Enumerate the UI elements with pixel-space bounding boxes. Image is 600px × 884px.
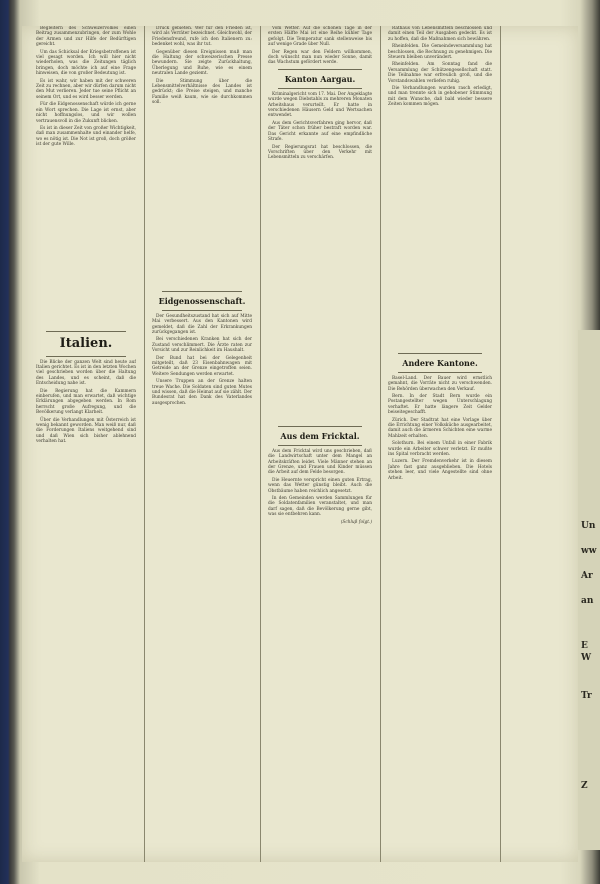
heading-kanton-aargau: Kanton Aargau. — [284, 73, 356, 84]
paragraph: Der Regierungsrat hat beschlossen, die Vorschriften über den Verkehr mit Lebensmitteln zu verschärfen. — [268, 144, 372, 161]
paragraph: Es ist in dieser Zeit von großer Wichtigkeit, daß man zusammenhalte und einander helfe, wo es nötig ist. Die Not ist groß, doch größer ist der gute Wille. — [36, 125, 136, 148]
dense-text-filler — [388, 110, 492, 350]
paragraph: Die Regierung hat die Kammern einberufen, und man erwartet, daß wichtige Erklärungen abgegeben werden. In Rom herrscht große Aufregung, und die Bevölkerung verlangt Klarheit. — [36, 388, 136, 416]
section-divider — [162, 310, 242, 311]
paragraph: Druck gebieten. Wer für den Frieden ist, wird als Verräter bezeichnet. Gleichwohl, der Friedensfreund, rufe ich den Italienern zu: bedenket wohl, was ihr tut. — [152, 26, 252, 48]
next-page-edge — [578, 330, 600, 850]
edge-fragment: Un — [581, 521, 596, 531]
paragraph: Begleitern des Schweizervolkes einen Beitrag zusammenzubringen, der zum Wohle der Armen und zur Hilfe der Bedürftigen gereicht. — [36, 26, 136, 48]
column-1 — [36, 26, 136, 862]
dense-text-filler — [152, 108, 252, 288]
paragraph: In den Gemeinden werden Sammlungen für die Soldatenfamilien veranstaltet, und man darf sagen, daß die Bevölkerung gerne gibt, was sie entbehren kann. — [268, 495, 372, 518]
paragraph: Der Bund hat bei der Gelegenheit mitgeteilt, daß 23 Eisenbahnwagen mit Getreide an der Grenze eingetroffen seien. Weitere Sendungen werden erwartet. — [152, 355, 252, 377]
paragraph: Bern. In der Stadt Bern wurde ein Postangestellter wegen Unterschlagung verhaftet. Er hatte längere Zeit Gelder beiseitegeschafft. — [388, 393, 492, 416]
section-divider — [398, 372, 482, 373]
paragraph: Kriminalgericht vom 17. Mai. Der Angeklagte wurde wegen Diebstahls zu mehreren Monaten Arbeitshaus verurteilt. Er hatte in verschiedenen Häusern Geld und Wertsachen entwendet. — [268, 91, 372, 119]
paragraph: Zürich. Der Stadtrat hat eine Vorlage über die Errichtung einer Volksküche ausgearbeitet, damit auch die ärmeren Schichten eine warme Mahlzeit erhalten. — [388, 417, 492, 439]
section-divider — [278, 88, 362, 89]
paragraph: Rathaus von Lebensmitteln beschlossen und damit einen Teil der Ausgaben gedeckt. Es ist zu hoffen, daß die Maßnahmen sich bewähren. — [388, 26, 492, 42]
paragraph: Gegenüber diesen Ereignissen muß man die Haltung der schweizerischen Presse bewundern. Sie zeigte Zurückhaltung, Überlegung und Ruhe, wie es einem neutralen Lande geziemt. — [152, 49, 252, 77]
dense-text-filler — [36, 150, 136, 328]
paragraph: Aus dem Fricktal wird uns geschrieben, daß die Landwirtschaft unter dem Mangel an Arbeitskräften leidet. Viele Männer stehen an der Grenze, und Frauen und Kinder müssen die Arbeit auf dem Felde besorgen. — [268, 448, 372, 476]
edge-fragment: Tr — [581, 691, 592, 701]
column-rule — [500, 26, 501, 862]
edge-fragment: ww — [581, 546, 597, 556]
paragraph: Der Regen war den Feldern willkommen, doch wünscht man nun wieder Sonne, damit das Wachstum gefördert werde. — [268, 49, 372, 66]
section-divider — [398, 353, 482, 354]
paragraph: Luzern. Der Fremdenverkehr ist in diesem Jahre fast ganz ausgeblieben. Die Hotels stehen leer, und viele Angestellte sind ohne Arbeit. — [388, 459, 492, 481]
paragraph: Der Gesundheitszustand hat sich auf Mitte Mai verbessert. Aus den Kantonen wird gemeldet, daß die Zahl der Erkrankungen zurückgegangen ist. — [152, 313, 252, 335]
column-3 — [268, 26, 372, 862]
continuation-note: (Schluß folgt.) — [340, 519, 372, 525]
paragraph: Solothurn. Bei einem Unfall in einer Fabrik wurde ein Arbeiter schwer verletzt. Er mußte ins Spital verbracht werden. — [388, 441, 492, 457]
section-divider — [278, 69, 362, 70]
section-divider — [162, 291, 242, 292]
edge-fragment: an — [581, 596, 594, 606]
edge-fragment: Ar — [581, 571, 593, 581]
column-rule — [380, 26, 381, 862]
paragraph: Rheinfelden. Die Gemeindeversammlung hat beschlossen, die Rechnung zu genehmigen. Die Steuern bleiben unverändert. — [388, 44, 492, 61]
paragraph: Es ist wahr, wir haben mit der schweren Zeit zu rechnen, aber wir dürfen darum nicht den Mut verlieren. Jeder tue seine Pflicht an seinem Ort, und es wird besser werden. — [36, 78, 136, 100]
edge-fragment: Z — [581, 781, 588, 791]
heading-andere-kantone: Andere Kantone. — [402, 357, 478, 368]
column-rule — [144, 26, 145, 862]
section-divider — [278, 426, 362, 427]
paragraph: Vom Wetter. Auf die schönen Tage in der ersten Hälfte Mai ist eine Reihe kühler Tage gefolgt. Die Temperatur sank stellenweise bis auf wenige Grade über Null. — [268, 26, 372, 48]
paragraph: Die Verhandlungen wurden rasch erledigt, und man trennte sich in gehobener Stimmung mit dem Wunsche, daß bald wieder bessere Zeiten kommen mögen. — [388, 86, 492, 108]
paragraph: Basel-Land. Der Bauer wird ernstlich gemahnt, die Vorräte nicht zu verschwenden. Die Behörden überwachen den Verkauf. — [388, 375, 492, 392]
paragraph: Um das Schicksal der Kriegsbetroffenen ist viel gesagt worden. Ich will hier nicht wiederholen, was die Zeitungen täglich bringen, doch möchte ich auf eine Frage hinweisen, die von großer Bedeutung ist. — [36, 49, 136, 77]
section-divider — [46, 356, 126, 357]
paragraph: Aus dem Gerichtsverfahren ging hervor, daß der Täter schon früher bestraft worden war. Das Gericht erkannte auf eine empfindliche Strafe. — [268, 120, 372, 143]
paragraph: Bei verschiedenen Kranken hat sich der Zustand verschlimmert. Die Ärzte raten zur Vorsicht und zur Reinlichkeit im Haushalt. — [152, 337, 252, 354]
paragraph: Unsere Truppen an der Grenze halten treue Wache. Die Soldaten sind guten Mutes und wissen, daß die Heimat auf sie zählt. Der Bundesrat hat den Dank des Vaterlandes ausgesprochen. — [152, 379, 252, 406]
heading-aus-dem-fricktal: Aus dem Fricktal. — [280, 430, 360, 441]
section-divider — [278, 445, 362, 446]
paragraph: Rheinfelden. Am Sonntag fand die Versammlung der Schützengesellschaft statt. Die Teilnahme war erfreulich groß, und die Vorstandswahlen verliefen ruhig. — [388, 62, 492, 84]
paragraph: Für die Eidgenossenschaft würde ich gerne ein Wort sprechen. Die Lage ist ernst, aber nicht hoffnungslos, und wir wollen vertrauensvoll in die Zukunft blicken. — [36, 102, 136, 124]
heading-italien: Italien. — [59, 335, 113, 351]
heading-eidgenossenschaft: Eidgenossenschaft. — [158, 295, 246, 306]
column-4 — [388, 26, 492, 862]
edge-fragment: E W — [581, 641, 592, 663]
paragraph: Über die Verhandlungen mit Österreich ist wenig bekannt geworden. Man weiß nur, daß die Forderungen Italiens weitgehend sind und daß Wien sich bisher ablehnend verhalten hat. — [36, 417, 136, 445]
paragraph: Die Blicke der ganzen Welt sind heute auf Italien gerichtet. Es ist in den letzten Wochen viel geschrieben worden über die Haltung des Landes, und es scheint, daß die Entscheidung nahe ist. — [36, 359, 136, 387]
column-5-faint — [508, 26, 572, 862]
column-rule — [260, 26, 261, 862]
section-divider — [46, 331, 126, 332]
paragraph: Die Heuernte verspricht einen guten Ertrag, wenn das Wetter günstig bleibt. Auch die Obstbäume haben reichlich angesetzt. — [268, 477, 372, 494]
dense-text-filler — [268, 163, 372, 423]
newspaper-page — [22, 26, 578, 862]
paragraph: Die Stimmung über die Lebensmittelverhältnisse des Landes ist gedrückt; die Preise steigen, und manche Familie weiß kaum, wie sie durchkommen soll. — [152, 78, 252, 106]
column-2 — [152, 26, 252, 862]
